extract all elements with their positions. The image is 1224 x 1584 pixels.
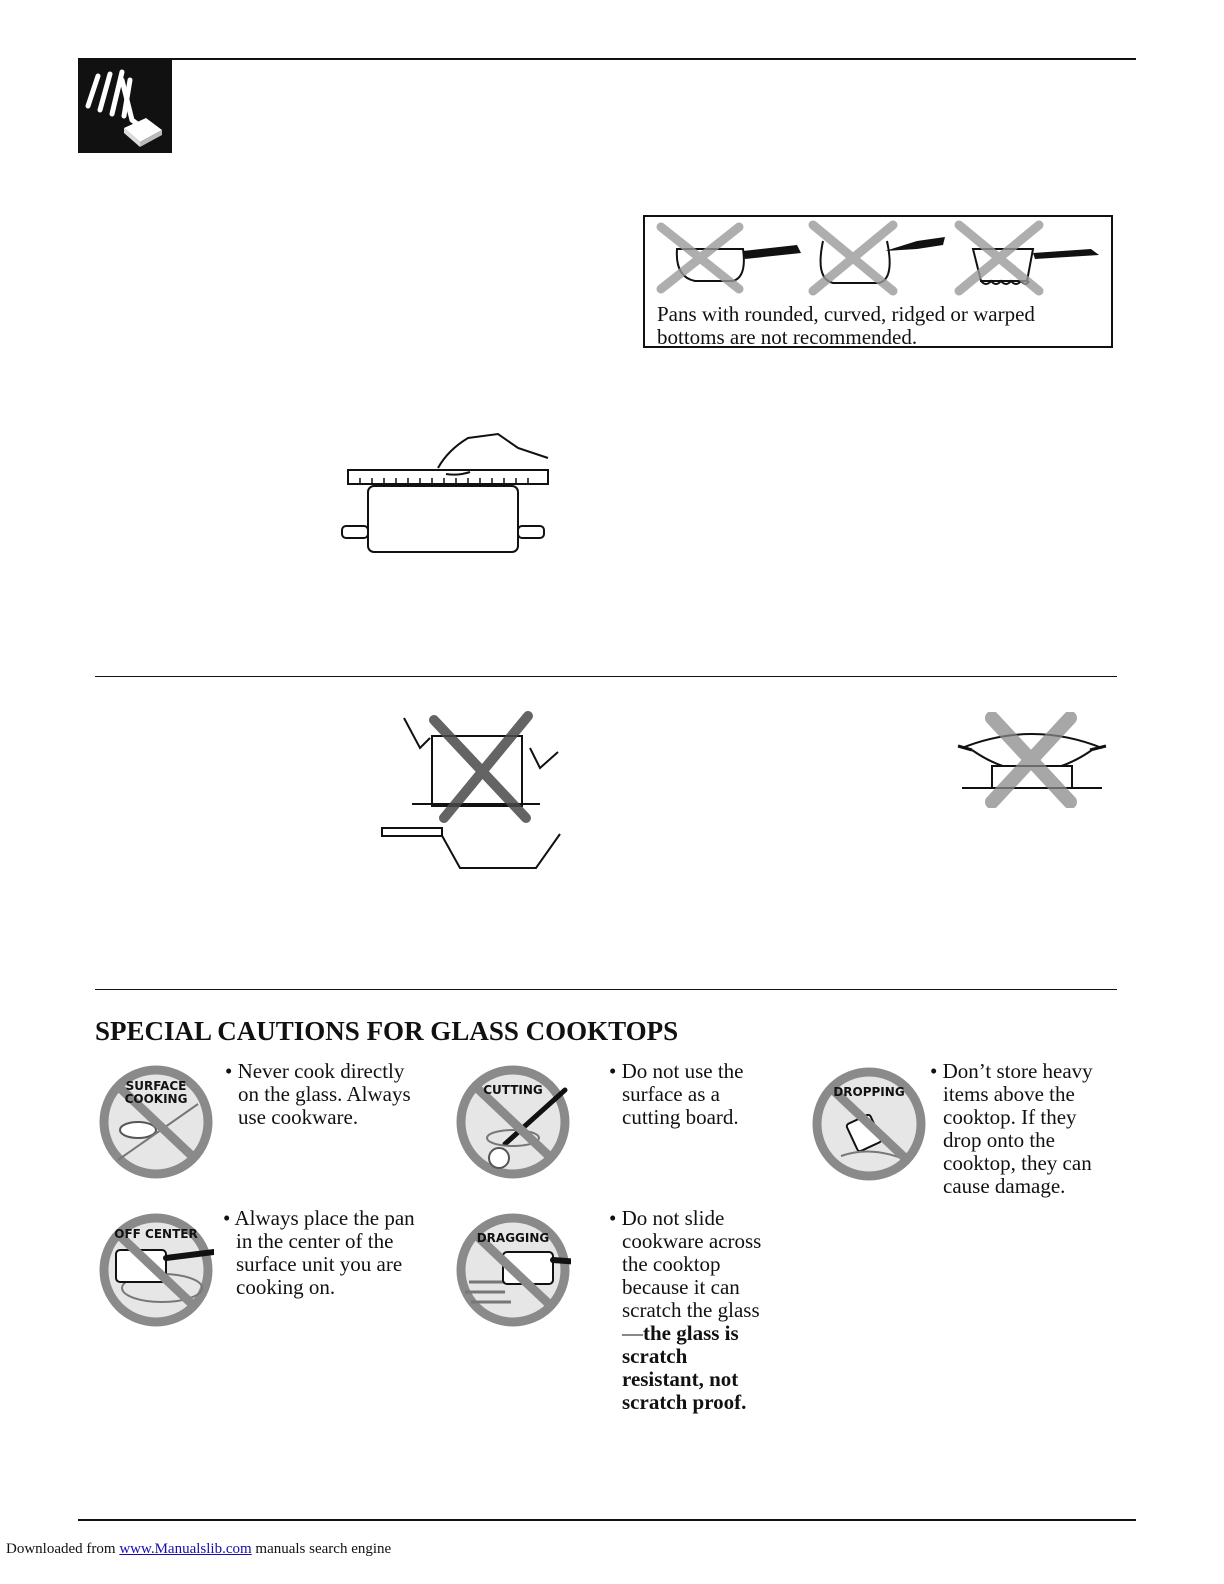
caution-cutting: • Do not use the surface as a cutting board. [609,1059,744,1129]
unsuitable-pans-illustration [647,219,1113,301]
section-divider-2 [95,989,1117,990]
caution-off-center: • Always place the pan in the center of the surface unit you are cooking on. [223,1206,415,1299]
unsuitable-pans-figure [643,215,1113,348]
lifting-pan-illustration [380,708,565,878]
section-divider-1 [95,676,1117,677]
no-surface-cooking-icon [98,1064,214,1180]
top-rule [78,58,1136,60]
footer-suffix: manuals search engine [255,1541,392,1557]
no-dropping-icon [811,1066,927,1182]
unsuitable-pans-caption: Pans with rounded, curved, ridged or warped bottoms are not recommended. [657,302,1035,349]
flat-bottom-check-illustration [338,430,553,560]
caution-dropping: • Don’t store heavy items above the cooktop. If they drop onto the cooktop, they can cause damage. [930,1059,1093,1198]
footer [6,1541,391,1558]
badge-label-off-center: OFF CENTER [114,1227,198,1241]
caution-dropping-text: Don’t store heavy items above the cooktop. If they drop onto the cooktop, they can cause damage. [942,1059,1093,1198]
badge-label-dropping: DROPPING [833,1085,905,1099]
badge-label-surface-line1: SURFACE [125,1079,187,1093]
hand-pressing-button-icon [78,60,172,153]
off-center-icon [98,1212,214,1328]
bottom-rule [78,1519,1136,1521]
caution-off-center-text: Always place the pan in the center of the surface unit you are cooking on. [234,1206,415,1299]
badge-label-surface-line2: COOKING [124,1092,188,1106]
glass-cautions-title: SPECIAL CAUTIONS FOR GLASS COOKTOPS [95,1016,679,1046]
caution-cutting-text: Do not use the surface as a cutting board. [621,1059,744,1129]
caution-dragging: • Do not slide cookware across the cooktop because it can scratch the glass—the glass is scratch resistant, not scratch proof. [609,1206,762,1414]
no-cutting-icon [455,1064,571,1180]
caution-dragging-text: Do not slide cookware across the cooktop because it can scratch the glass— [621,1206,762,1345]
caution-surface-cooking: • Never cook directly on the glass. Always use cookware. [225,1059,411,1129]
badge-label-cutting: CUTTING [483,1083,543,1097]
footer-prefix: Downloaded from [6,1541,116,1557]
badge-label-dragging: DRAGGING [476,1231,550,1245]
wok-ring-illustration [952,712,1110,808]
caution-surface-cooking-text: Never cook directly on the glass. Always use cookware. [237,1059,411,1129]
caution-dragging-emphasis: the glass is scratch resistant, not scratch proof. [622,1321,747,1414]
no-dragging-icon [455,1212,571,1328]
footer-link[interactable]: www.Manualslib.com [119,1541,252,1557]
